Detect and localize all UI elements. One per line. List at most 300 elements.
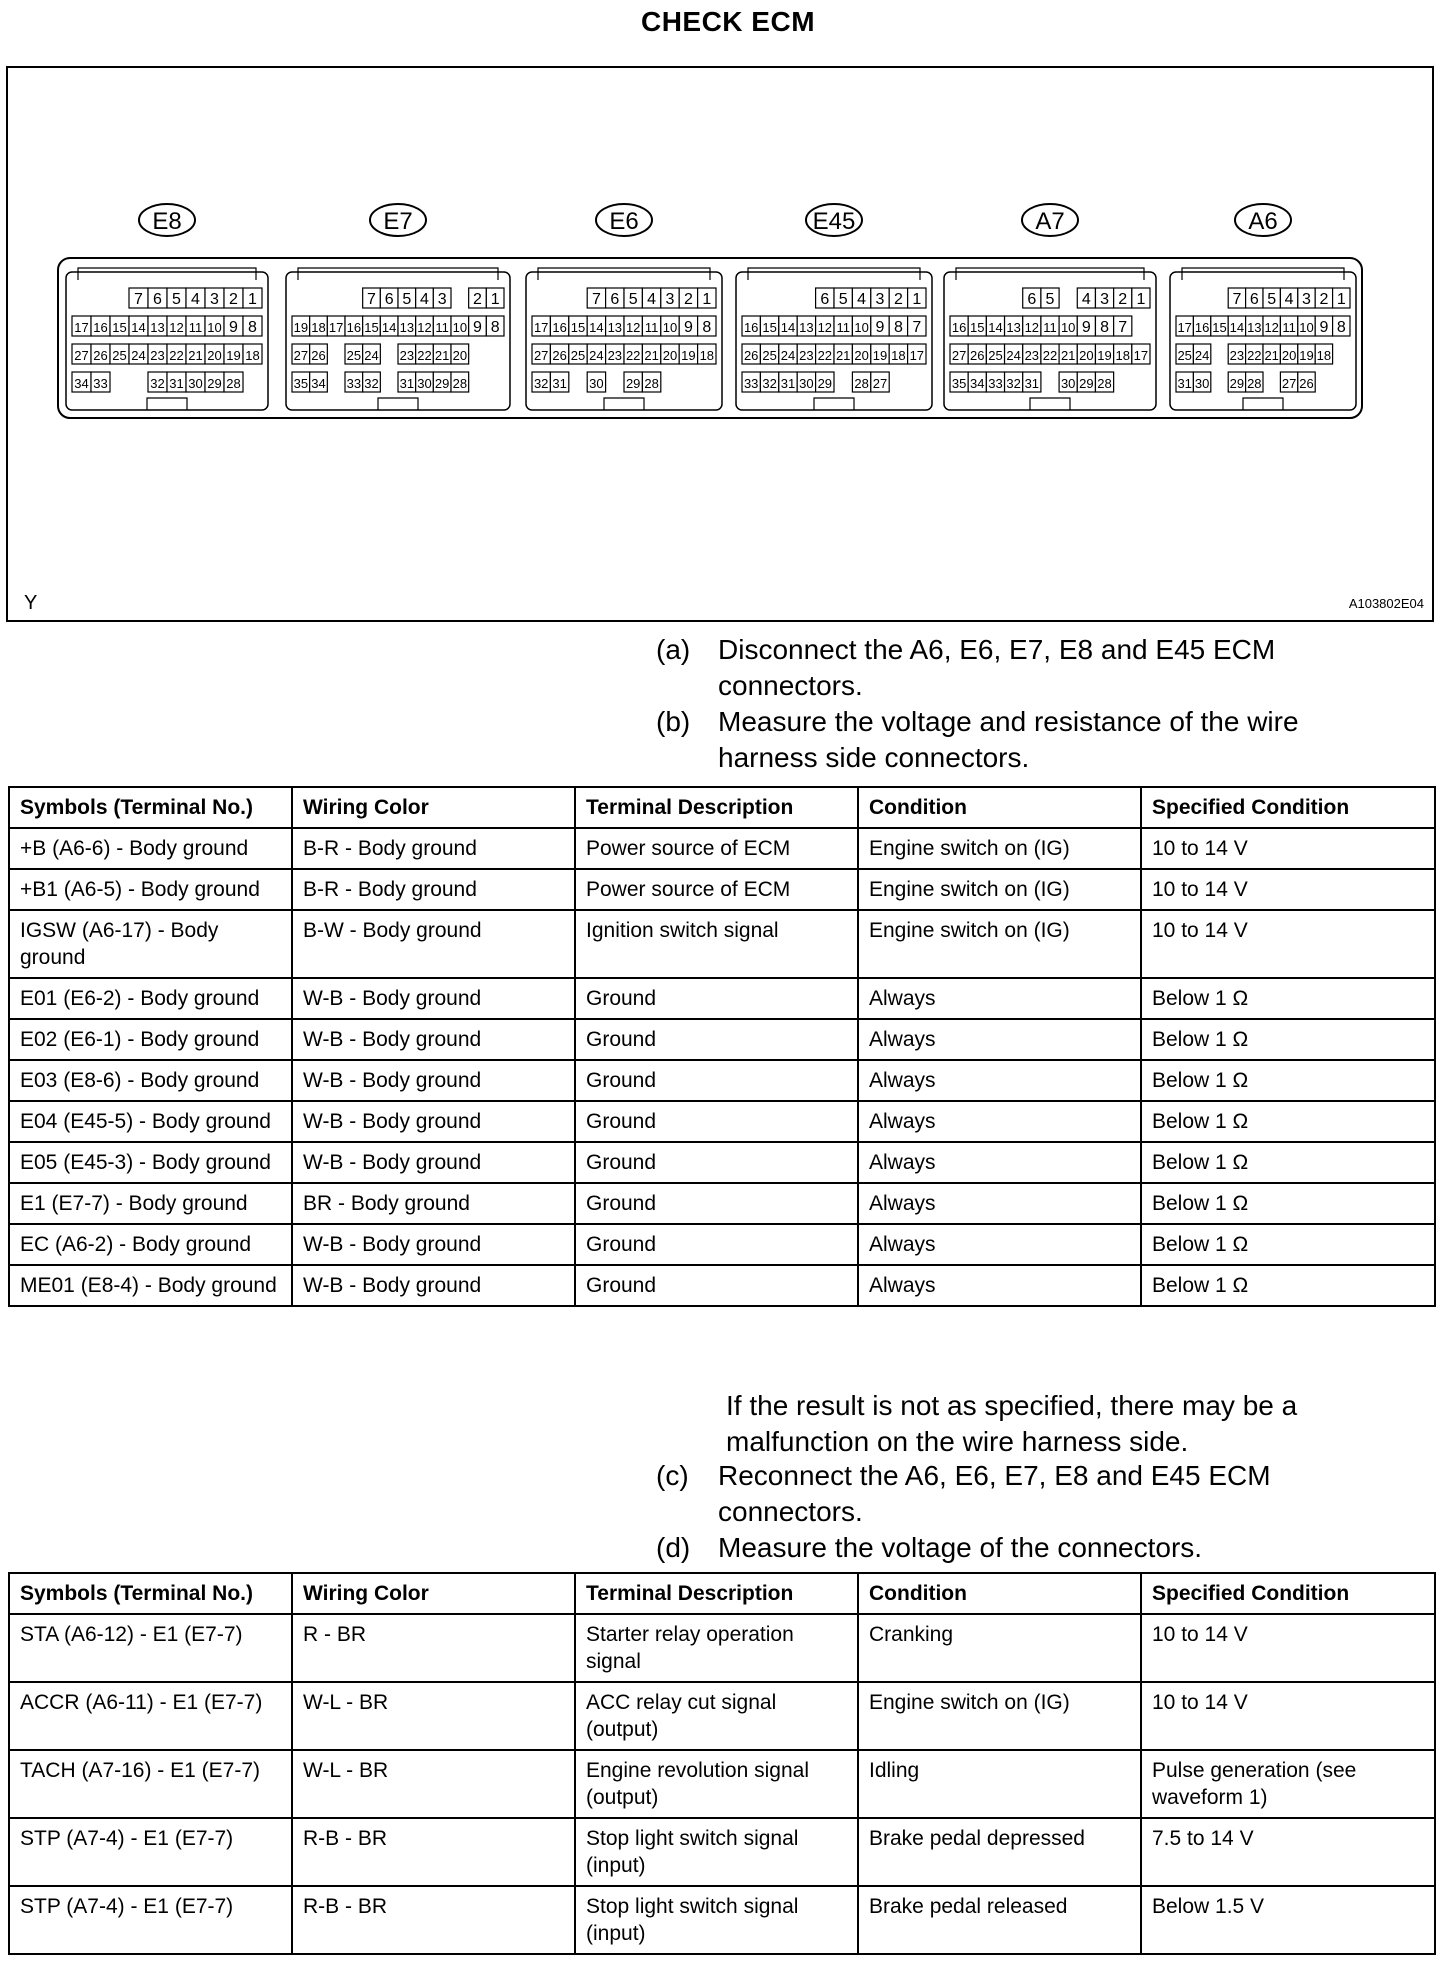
table-cell: Ground bbox=[575, 978, 858, 1019]
table-cell: R - BR bbox=[292, 1614, 575, 1682]
pin-number: 25 bbox=[1177, 348, 1192, 363]
connector-latch bbox=[147, 398, 187, 410]
pin-number: 26 bbox=[311, 348, 326, 363]
pin-number: 34 bbox=[74, 376, 89, 391]
pin-number: 31 bbox=[1177, 376, 1192, 391]
pin-number: 25 bbox=[570, 348, 586, 363]
pin-number: 30 bbox=[1060, 376, 1076, 391]
pin-number: 23 bbox=[399, 348, 415, 363]
column-header: Terminal Description bbox=[575, 787, 858, 828]
table-cell: Below 1 Ω bbox=[1141, 1224, 1435, 1265]
pin-number: 2 bbox=[1118, 291, 1128, 308]
pin-number: 15 bbox=[762, 320, 777, 335]
pin-number: 16 bbox=[951, 320, 967, 335]
pin-number: 15 bbox=[570, 320, 586, 335]
step-label: (b) bbox=[656, 706, 691, 737]
pin-number: 10 bbox=[207, 320, 222, 335]
pin-number: 3 bbox=[210, 291, 219, 308]
table-cell: ME01 (E8-4) - Body ground bbox=[9, 1265, 292, 1306]
pin-number: 23 bbox=[150, 348, 165, 363]
step-label: (c) bbox=[656, 1460, 689, 1491]
column-header: Wiring Color bbox=[292, 1573, 575, 1614]
table-cell: TACH (A7-16) - E1 (E7-7) bbox=[9, 1750, 292, 1818]
column-header: Condition bbox=[858, 787, 1141, 828]
column-header: Symbols (Terminal No.) bbox=[9, 1573, 292, 1614]
table-row bbox=[9, 869, 1435, 910]
table-cell: Ignition switch signal bbox=[575, 910, 858, 978]
pin-number: 29 bbox=[434, 376, 450, 391]
connector-e45 bbox=[736, 204, 932, 410]
pin-number: 18 bbox=[699, 348, 715, 363]
pin-number: 10 bbox=[452, 320, 468, 335]
table-cell: STA (A6-12) - E1 (E7-7) bbox=[9, 1614, 292, 1682]
pin-number: 2 bbox=[683, 291, 693, 308]
pin-number: 22 bbox=[817, 348, 833, 363]
pin-number: 25 bbox=[762, 348, 777, 363]
pin-number: 19 bbox=[1097, 348, 1112, 363]
pin-number: 15 bbox=[1212, 320, 1227, 335]
pin-number: 30 bbox=[1194, 376, 1210, 391]
pin-number: 26 bbox=[1299, 376, 1314, 391]
table-cell: E02 (E6-1) - Body ground bbox=[9, 1019, 292, 1060]
table-cell: ACCR (A6-11) - E1 (E7-7) bbox=[9, 1682, 292, 1750]
pin-number: 13 bbox=[799, 320, 814, 335]
pin-number: 28 bbox=[854, 376, 869, 391]
step-label: (a) bbox=[656, 634, 691, 665]
table-cell: E1 (E7-7) - Body ground bbox=[9, 1183, 292, 1224]
pin-number: 21 bbox=[1264, 348, 1279, 363]
connector-key bbox=[538, 268, 710, 280]
table-cell: B-W - Body ground bbox=[292, 910, 575, 978]
connector-latch bbox=[1030, 398, 1070, 410]
pin-number: 34 bbox=[970, 376, 985, 391]
table-cell: R-B - BR bbox=[292, 1818, 575, 1886]
pin-number: 1 bbox=[1336, 291, 1346, 308]
pin-number: 29 bbox=[207, 376, 222, 391]
pin-number: 1 bbox=[1136, 291, 1146, 308]
connector-diagram bbox=[8, 68, 1432, 620]
table-cell: W-B - Body ground bbox=[292, 978, 575, 1019]
pin-number: 10 bbox=[854, 320, 869, 335]
table-cell: Always bbox=[858, 1142, 1141, 1183]
pin-number: 24 bbox=[131, 348, 146, 363]
pin-number: 3 bbox=[875, 291, 885, 308]
pin-number: 7 bbox=[1118, 319, 1128, 336]
pin-number: 13 bbox=[150, 320, 165, 335]
table-header-row bbox=[9, 1573, 1435, 1614]
table-cell: Stop light switch signal (input) bbox=[575, 1818, 858, 1886]
pin-number: 27 bbox=[951, 348, 967, 363]
pin-number: 28 bbox=[226, 376, 241, 391]
pin-number: 19 bbox=[293, 320, 309, 335]
pin-number: 30 bbox=[589, 376, 604, 391]
pin-number: 26 bbox=[552, 348, 567, 363]
pin-number: 10 bbox=[662, 320, 678, 335]
pin-number: 9 bbox=[1319, 319, 1329, 336]
pin-number: 27 bbox=[293, 348, 309, 363]
table-cell: E04 (E45-5) - Body ground bbox=[9, 1101, 292, 1142]
pin-number: 3 bbox=[665, 291, 675, 308]
pin-number: 1 bbox=[912, 291, 922, 308]
pin-number: 31 bbox=[399, 376, 415, 391]
pin-number: 4 bbox=[647, 291, 657, 308]
table-cell: E01 (E6-2) - Body ground bbox=[9, 978, 292, 1019]
pin-number: 11 bbox=[644, 320, 659, 335]
pin-number: 32 bbox=[150, 376, 165, 391]
table-row bbox=[9, 1818, 1435, 1886]
connector-label: A6 bbox=[1248, 208, 1278, 235]
pin-number: 28 bbox=[452, 376, 468, 391]
table-cell: EC (A6-2) - Body ground bbox=[9, 1224, 292, 1265]
pin-number: 2 bbox=[229, 291, 238, 308]
table-cell: R-B - BR bbox=[292, 1886, 575, 1954]
connector-e8 bbox=[66, 204, 268, 410]
pin-number: 3 bbox=[1302, 291, 1311, 308]
pin-number: 24 bbox=[1194, 348, 1210, 363]
table-row bbox=[9, 978, 1435, 1019]
connector-e7 bbox=[286, 204, 510, 410]
pin-number: 26 bbox=[743, 348, 759, 363]
pin-number: 6 bbox=[153, 291, 162, 308]
pin-number: 1 bbox=[702, 291, 712, 308]
pin-number: 28 bbox=[1097, 376, 1112, 391]
connector-label: A7 bbox=[1035, 208, 1065, 235]
pin-number: 6 bbox=[1249, 291, 1259, 308]
table-cell: 10 to 14 V bbox=[1141, 828, 1435, 869]
pin-number: 16 bbox=[743, 320, 759, 335]
pin-number: 7 bbox=[367, 291, 376, 308]
pin-number: 23 bbox=[1229, 348, 1245, 363]
connector-latch bbox=[378, 398, 418, 410]
pin-number: 15 bbox=[970, 320, 985, 335]
table-cell: Engine switch on (IG) bbox=[858, 869, 1141, 910]
pin-number: 13 bbox=[607, 320, 623, 335]
pin-number: 31 bbox=[169, 376, 184, 391]
column-header: Condition bbox=[858, 1573, 1141, 1614]
pin-number: 29 bbox=[1079, 376, 1094, 391]
pin-number: 20 bbox=[452, 348, 468, 363]
table-row bbox=[9, 910, 1435, 978]
table-cell: Always bbox=[858, 1060, 1141, 1101]
pin-number: 14 bbox=[381, 320, 397, 335]
step-text: Measure the voltage and resistance of the wire harness side connectors. bbox=[718, 706, 1299, 773]
pin-number: 33 bbox=[346, 376, 362, 391]
column-header: Symbols (Terminal No.) bbox=[9, 787, 292, 828]
pin-number: 11 bbox=[188, 320, 203, 335]
pin-number: 33 bbox=[988, 376, 1003, 391]
pin-number: 24 bbox=[589, 348, 604, 363]
table-cell: Ground bbox=[575, 1019, 858, 1060]
pin-number: 4 bbox=[857, 291, 867, 308]
pin-number: 24 bbox=[780, 348, 796, 363]
pin-number: 35 bbox=[293, 376, 309, 391]
pin-number: 22 bbox=[417, 348, 432, 363]
pin-number: 14 bbox=[1229, 320, 1245, 335]
table-cell: Pulse generation (see waveform 1) bbox=[1141, 1750, 1435, 1818]
table-cell: ACC relay cut signal (output) bbox=[575, 1682, 858, 1750]
table-cell: Engine switch on (IG) bbox=[858, 828, 1141, 869]
table-cell: Engine switch on (IG) bbox=[858, 910, 1141, 978]
figure-corner-label: Y bbox=[24, 592, 38, 614]
pin-number: 25 bbox=[112, 348, 127, 363]
table-cell: Below 1.5 V bbox=[1141, 1886, 1435, 1954]
table-cell: Ground bbox=[575, 1142, 858, 1183]
table-row bbox=[9, 1060, 1435, 1101]
pin-number: 22 bbox=[625, 348, 641, 363]
pin-number: 8 bbox=[893, 319, 903, 336]
pin-number: 32 bbox=[533, 376, 549, 391]
pin-number: 29 bbox=[1229, 376, 1245, 391]
pin-number: 9 bbox=[473, 319, 482, 336]
pin-number: 3 bbox=[437, 291, 447, 308]
pin-number: 14 bbox=[131, 320, 146, 335]
pin-number: 14 bbox=[780, 320, 796, 335]
table-cell: 10 to 14 V bbox=[1141, 869, 1435, 910]
pin-number: 21 bbox=[434, 348, 450, 363]
pin-number: 7 bbox=[912, 319, 922, 336]
pin-number: 4 bbox=[1081, 291, 1091, 308]
table-cell: +B (A6-6) - Body ground bbox=[9, 828, 292, 869]
table-cell: Brake pedal released bbox=[858, 1886, 1141, 1954]
table-row bbox=[9, 1224, 1435, 1265]
connector-label: E45 bbox=[812, 208, 856, 235]
pin-number: 25 bbox=[346, 348, 362, 363]
pin-number: 20 bbox=[1079, 348, 1094, 363]
pin-number: 12 bbox=[817, 320, 833, 335]
pin-number: 8 bbox=[248, 319, 257, 336]
table-cell: 10 to 14 V bbox=[1141, 910, 1435, 978]
pin-number: 27 bbox=[74, 348, 89, 363]
table-header-row bbox=[9, 787, 1435, 828]
pin-number: 33 bbox=[93, 376, 108, 391]
pin-number: 6 bbox=[610, 291, 620, 308]
pin-number: 24 bbox=[364, 348, 379, 363]
pin-number: 13 bbox=[1006, 320, 1021, 335]
pin-number: 35 bbox=[951, 376, 967, 391]
table-cell: Always bbox=[858, 1183, 1141, 1224]
pin-number: 27 bbox=[533, 348, 549, 363]
table-cell: Engine revolution signal (output) bbox=[575, 1750, 858, 1818]
table-cell: Ground bbox=[575, 1060, 858, 1101]
table-cell: Engine switch on (IG) bbox=[858, 1682, 1141, 1750]
table-row bbox=[9, 1682, 1435, 1750]
pin-number: 5 bbox=[402, 291, 412, 308]
pin-number: 22 bbox=[1247, 348, 1262, 363]
connector-key bbox=[78, 268, 256, 280]
column-header: Terminal Description bbox=[575, 1573, 858, 1614]
pin-number: 3 bbox=[1100, 291, 1109, 308]
pin-number: 17 bbox=[1177, 320, 1192, 335]
connector-key bbox=[956, 268, 1144, 280]
pin-number: 17 bbox=[909, 348, 925, 363]
pin-number: 7 bbox=[134, 291, 143, 308]
table-cell: Always bbox=[858, 1101, 1141, 1142]
pin-number: 23 bbox=[1024, 348, 1040, 363]
pin-number: 31 bbox=[780, 376, 796, 391]
connector-key bbox=[1182, 268, 1344, 280]
table-cell: Stop light switch signal (input) bbox=[575, 1886, 858, 1954]
table-cell: W-B - Body ground bbox=[292, 1265, 575, 1306]
table-cell: Below 1 Ω bbox=[1141, 1265, 1435, 1306]
pin-number: 14 bbox=[589, 320, 604, 335]
pin-number: 13 bbox=[399, 320, 415, 335]
pin-number: 17 bbox=[1133, 348, 1149, 363]
pin-number: 26 bbox=[970, 348, 985, 363]
connector-a7 bbox=[944, 204, 1156, 410]
pin-number: 28 bbox=[1247, 376, 1262, 391]
table-cell: 10 to 14 V bbox=[1141, 1682, 1435, 1750]
table-cell: Below 1 Ω bbox=[1141, 1019, 1435, 1060]
connector-voltage-table bbox=[8, 1572, 1436, 1955]
pin-number: 17 bbox=[328, 320, 344, 335]
pin-number: 2 bbox=[1319, 291, 1329, 308]
pin-number: 10 bbox=[1060, 320, 1076, 335]
table-cell: W-B - Body ground bbox=[292, 1224, 575, 1265]
table-cell: Cranking bbox=[858, 1614, 1141, 1682]
table-row bbox=[9, 1886, 1435, 1954]
pin-number: 8 bbox=[490, 319, 500, 336]
pin-number: 2 bbox=[473, 291, 482, 308]
table-cell: Below 1 Ω bbox=[1141, 1060, 1435, 1101]
pin-number: 20 bbox=[662, 348, 678, 363]
pin-number: 30 bbox=[799, 376, 814, 391]
pin-number: 7 bbox=[1232, 291, 1242, 308]
pin-number: 17 bbox=[533, 320, 549, 335]
table-cell: STP (A7-4) - E1 (E7-7) bbox=[9, 1886, 292, 1954]
connector-key bbox=[298, 268, 498, 280]
step-text: Measure the voltage of the connectors. bbox=[718, 1532, 1203, 1563]
pin-number: 9 bbox=[1081, 319, 1091, 336]
table-row bbox=[9, 1142, 1435, 1183]
pin-number: 32 bbox=[364, 376, 379, 391]
pin-number: 31 bbox=[1024, 376, 1040, 391]
pin-number: 17 bbox=[74, 320, 89, 335]
table-cell: 7.5 to 14 V bbox=[1141, 1818, 1435, 1886]
connector-label: E8 bbox=[152, 208, 182, 235]
pin-number: 16 bbox=[1194, 320, 1210, 335]
table-cell: Always bbox=[858, 1019, 1141, 1060]
pin-number: 18 bbox=[1115, 348, 1130, 363]
pin-number: 5 bbox=[628, 291, 638, 308]
pin-number: 12 bbox=[169, 320, 184, 335]
pin-number: 15 bbox=[112, 320, 127, 335]
pin-number: 20 bbox=[1281, 348, 1297, 363]
pin-number: 9 bbox=[683, 319, 693, 336]
table-cell: B-R - Body ground bbox=[292, 869, 575, 910]
pin-number: 30 bbox=[188, 376, 203, 391]
harness-check-table bbox=[8, 786, 1436, 1307]
pin-number: 27 bbox=[872, 376, 888, 391]
table-cell: Always bbox=[858, 978, 1141, 1019]
table-row bbox=[9, 1750, 1435, 1818]
table-cell: Power source of ECM bbox=[575, 828, 858, 869]
pin-number: 5 bbox=[1267, 291, 1277, 308]
table-cell: E05 (E45-3) - Body ground bbox=[9, 1142, 292, 1183]
table-cell: +B1 (A6-5) - Body ground bbox=[9, 869, 292, 910]
pin-number: 11 bbox=[435, 320, 449, 335]
table-row bbox=[9, 1614, 1435, 1682]
pin-number: 8 bbox=[1100, 319, 1109, 336]
pin-number: 18 bbox=[311, 320, 326, 335]
pin-number: 22 bbox=[1042, 348, 1058, 363]
step-label: (d) bbox=[656, 1532, 691, 1563]
pin-number: 28 bbox=[644, 376, 659, 391]
pin-number: 5 bbox=[1045, 291, 1055, 308]
pin-number: 10 bbox=[1299, 320, 1314, 335]
table-cell: STP (A7-4) - E1 (E7-7) bbox=[9, 1818, 292, 1886]
pin-number: 20 bbox=[854, 348, 869, 363]
pin-number: 18 bbox=[245, 348, 260, 363]
column-header: Specified Condition bbox=[1141, 787, 1435, 828]
pin-number: 16 bbox=[93, 320, 108, 335]
pin-number: 34 bbox=[311, 376, 326, 391]
pin-number: 6 bbox=[1027, 291, 1037, 308]
pin-number: 11 bbox=[836, 320, 850, 335]
pin-number: 6 bbox=[820, 291, 830, 308]
pin-number: 5 bbox=[172, 291, 181, 308]
pin-number: 21 bbox=[1060, 348, 1076, 363]
column-header: Specified Condition bbox=[1141, 1573, 1435, 1614]
pin-number: 1 bbox=[248, 291, 257, 308]
table-cell: Brake pedal depressed bbox=[858, 1818, 1141, 1886]
table-cell: Ground bbox=[575, 1265, 858, 1306]
pin-number: 11 bbox=[1282, 320, 1296, 335]
pin-number: 9 bbox=[229, 319, 238, 336]
table-cell: Starter relay operation signal bbox=[575, 1614, 858, 1682]
pin-number: 4 bbox=[191, 291, 200, 308]
connector-label: E6 bbox=[609, 208, 639, 235]
pin-number: 9 bbox=[875, 319, 885, 336]
table-row bbox=[9, 828, 1435, 869]
figure-id: A103802E04 bbox=[1348, 596, 1424, 611]
table-row bbox=[9, 1101, 1435, 1142]
table-row bbox=[9, 1265, 1435, 1306]
table-cell: Below 1 Ω bbox=[1141, 1142, 1435, 1183]
pin-number: 32 bbox=[762, 376, 777, 391]
table-cell: BR - Body ground bbox=[292, 1183, 575, 1224]
pin-number: 6 bbox=[384, 291, 394, 308]
connector-e6 bbox=[526, 204, 722, 410]
pin-number: 21 bbox=[835, 348, 851, 363]
table-cell: Power source of ECM bbox=[575, 869, 858, 910]
pin-number: 4 bbox=[1284, 291, 1294, 308]
pin-number: 12 bbox=[625, 320, 641, 335]
table-cell: IGSW (A6-17) - Body ground bbox=[9, 910, 292, 978]
pin-number: 21 bbox=[188, 348, 203, 363]
pin-number: 18 bbox=[891, 348, 906, 363]
pin-number: 8 bbox=[702, 319, 712, 336]
ecm-housing-outline bbox=[58, 258, 1362, 418]
table-cell: Below 1 Ω bbox=[1141, 1183, 1435, 1224]
table-cell: Ground bbox=[575, 1224, 858, 1265]
pin-number: 2 bbox=[893, 291, 903, 308]
pin-number: 19 bbox=[226, 348, 241, 363]
table-cell: W-L - BR bbox=[292, 1682, 575, 1750]
column-header: Wiring Color bbox=[292, 787, 575, 828]
table-cell: Always bbox=[858, 1265, 1141, 1306]
table-cell: Below 1 Ω bbox=[1141, 978, 1435, 1019]
connector-key bbox=[748, 268, 920, 280]
pin-number: 23 bbox=[607, 348, 623, 363]
pin-number: 12 bbox=[1264, 320, 1279, 335]
pin-number: 27 bbox=[1281, 376, 1297, 391]
table-cell: W-B - Body ground bbox=[292, 1142, 575, 1183]
table-cell: Below 1 Ω bbox=[1141, 1101, 1435, 1142]
step-text: Reconnect the A6, E6, E7, E8 and E45 ECM connectors. bbox=[718, 1460, 1271, 1527]
connector-a6 bbox=[1170, 204, 1356, 410]
pin-number: 22 bbox=[169, 348, 184, 363]
pin-number: 13 bbox=[1247, 320, 1262, 335]
